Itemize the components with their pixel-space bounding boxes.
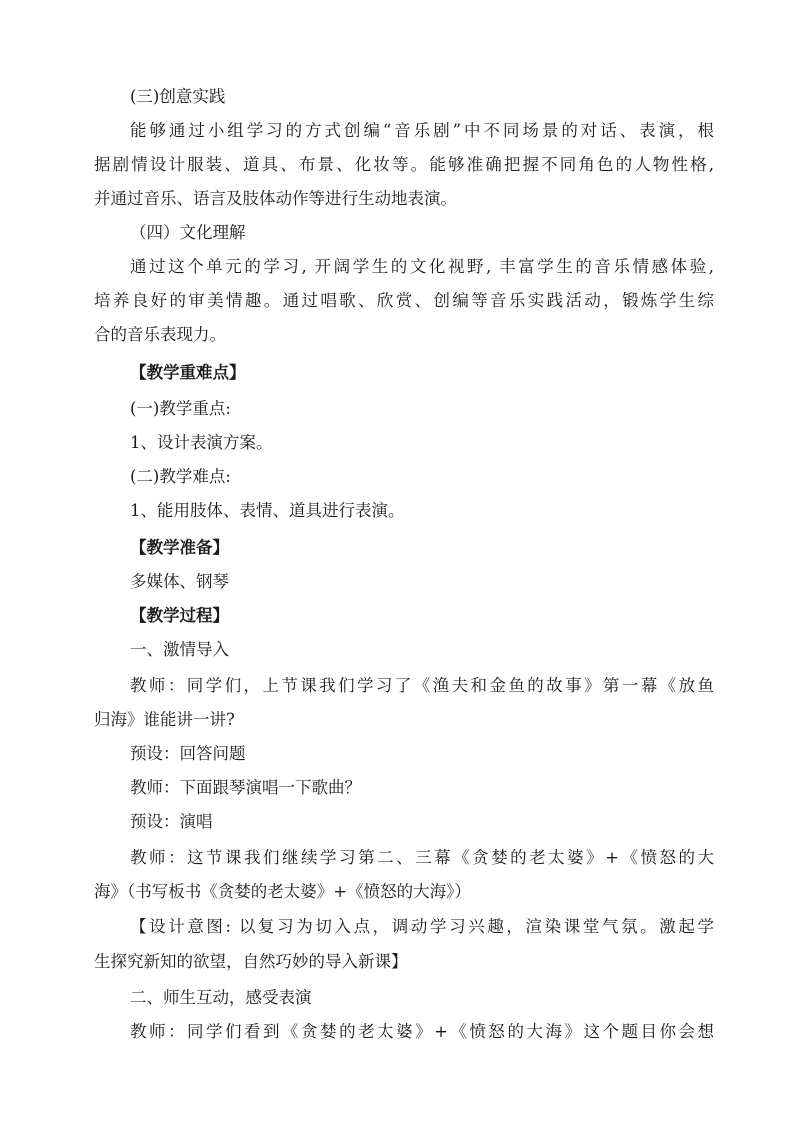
heading-teaching-preparation: 【教学准备】 — [130, 538, 229, 557]
subheading-difficult-points: (二)教学难点: — [130, 467, 231, 486]
section-heading-creative-practice: (三)创意实践 — [130, 87, 226, 106]
paragraph-line: 能够通过小组学习的方式创编“音乐剧”中不同场景的对话、表演，根 — [130, 121, 714, 140]
paragraph-line: 培养良好的审美情趣。通过唱歌、欣赏、创编等音乐实践活动，锻炼学生综 — [94, 291, 714, 310]
paragraph-line: 海》（书写板书《贪婪的老太婆》+《愤怒的大海》） — [94, 882, 471, 901]
list-item: 1、能用肢体、表情、道具进行表演。 — [130, 501, 405, 520]
design-intent-line: 生探究新知的欲望，自然巧妙的导入新课】 — [94, 952, 408, 971]
paragraph-line: 通过这个单元的学习, 开阔学生的文化视野, 丰富学生的音乐情感体验, — [130, 257, 714, 276]
paragraph-line: 教师：同学们，上节课我们学习了《渔夫和金鱼的故事》第一幕《放鱼 — [130, 676, 714, 695]
design-intent-line: 【设计意图: 以复习为切入点，调动学习兴趣，渲染课堂气氛。激起学 — [130, 917, 714, 936]
preparation-materials: 多媒体、钢琴 — [130, 572, 229, 591]
paragraph-line: 合的音乐表现力。 — [94, 325, 226, 344]
step-heading-introduction: 一、激情导入 — [130, 640, 229, 659]
subheading-key-points: (一)教学重点: — [130, 399, 231, 418]
paragraph-line: 教师：下面跟琴演唱一下歌曲？ — [130, 778, 361, 797]
step-heading-interaction: 二、师生互动，感受表演 — [130, 988, 312, 1007]
paragraph-line: 归海》谁能讲一讲? — [94, 710, 235, 729]
heading-teaching-process: 【教学过程】 — [130, 606, 229, 625]
heading-key-difficult-points: 【教学重难点】 — [130, 363, 246, 382]
paragraph-line: 教师：这节课我们继续学习第二、三幕《贪婪的老太婆》+《愤怒的大 — [130, 848, 714, 867]
section-heading-cultural-understanding: （四）文化理解 — [130, 223, 246, 242]
paragraph-line: 预设：演唱 — [130, 812, 213, 831]
paragraph-line: 据剧情设计服装、道具、布景、化妆等。能够准确把握不同角色的人物性格, — [94, 155, 714, 174]
paragraph-line: 预设：回答问题 — [130, 744, 246, 763]
paragraph-line: 教师：同学们看到《贪婪的老太婆》+《愤怒的大海》这个题目你会想 — [130, 1022, 714, 1041]
list-item: 1、设计表演方案。 — [130, 433, 273, 452]
paragraph-line: 并通过音乐、语言及肢体动作等进行生动地表演。 — [94, 189, 457, 208]
